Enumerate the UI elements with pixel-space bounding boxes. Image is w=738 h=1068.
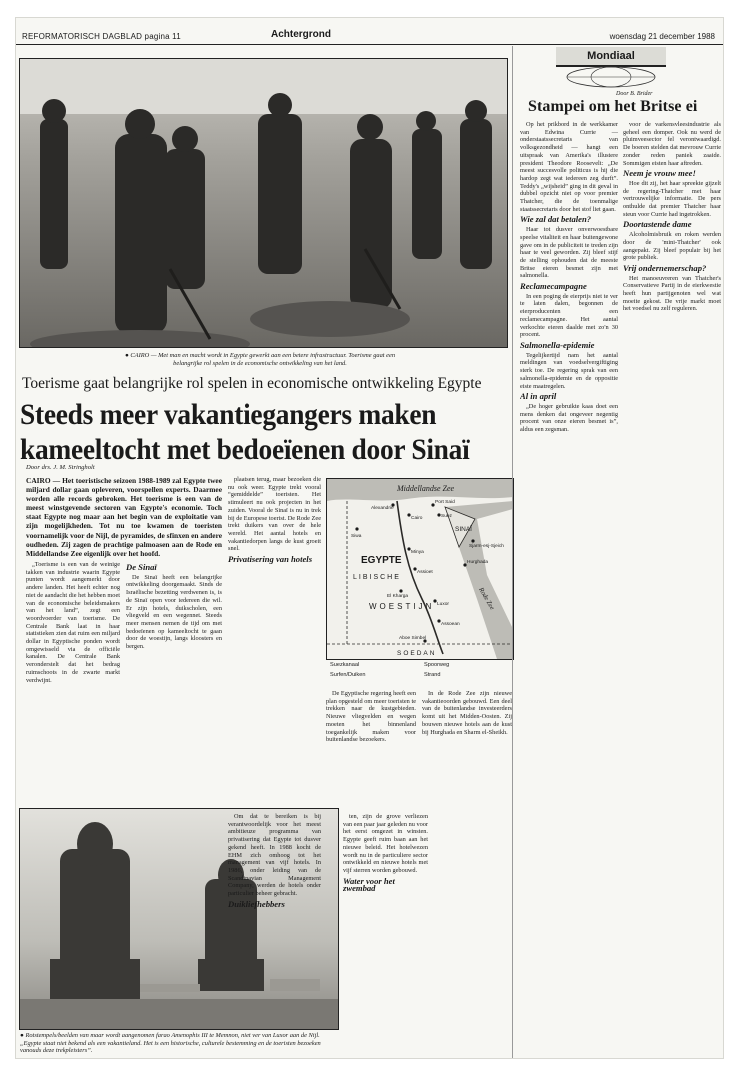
photo2-caption: ● Rotstempels/beelden van maar wordt aangenomen farao Amenophis III te Memnon, niet ver van Luxor aan de Nijl. „Egypte staat niet bekend als een vakantieland. Het is een historische, culturele bestemming en de toeristen bezoeken vanouds deze trekpleisters”.: [20, 1032, 321, 1055]
map-city-label: Hurghada: [467, 560, 489, 565]
map-legend-diving: Surfen/Duiken: [330, 672, 366, 678]
map-city-label: Aboe Simbel: [399, 636, 427, 641]
sidebar-heading-3: Salmonella-epidemie: [520, 339, 595, 350]
sidebar-heading-5: Neem je vrouw mee!: [623, 168, 696, 179]
sidebar-byline: Door B. Brider: [616, 91, 653, 97]
map-city-label: Cairo: [411, 516, 423, 521]
sidebar-column-1d-text: Tegelijkertijd nam het aantal meldingen van voedselvergiftiging sterk toe. De regering sprak van een salmonella-epidemie en de oppositie eiste maatregelen.: [520, 351, 618, 390]
map-city-label: Siwa: [351, 534, 362, 539]
sidebar-heading-6: Doortastende dame: [623, 219, 692, 230]
masthead-section: Achtergrond: [271, 29, 331, 40]
map-legend-beach: Strand: [424, 672, 441, 678]
map-city-label: Port Said: [435, 500, 455, 505]
sidebar-column-1: [520, 121, 618, 1047]
column-3b-text: De Egyptische regering heeft een plan opgesteld om meer toeristen te trekken naar de kustgebieden. Nieuwe vliegvelden en wegen moeten het binnenland toegankelijk maken voor buitenlandse bezoekers.: [326, 690, 416, 744]
sidebar-column-2: [623, 121, 721, 1047]
map-red-sea-label: Rode Zee: [477, 586, 496, 612]
article-column-4: [343, 813, 428, 1053]
sidebar-heading-7: Vrij ondernemerschap?: [623, 262, 707, 273]
article-kicker: Toerisme gaat belangrijke rol spelen in economische ontwikkeling Egypte: [22, 375, 482, 392]
photo1-caption: ● CAIRO — Met man en macht wordt in Egypte gewerkt aan een betere infrastructuur. Toerisme gaat een belangrijke rol spelen in de economische ontwikkeling van het land.: [124, 352, 396, 367]
egypt-map-graphic: [327, 479, 513, 659]
sidebar-column-1-text: Op het prikbord in de werkkamer van Edwina Currie — onderstaatssecretaris van volksgezondheid — hangt een uitspraak van Amerika's illustere president Theodore Roosevelt: „De meest succesvolle politicus is hij die hardop zegt wat iedereen zeg durft”. Teddy's „wijsheid” ging in dit geval in dubbel opzicht niet op voor premier Thatcher, die de toenmalige staatssecretaris door het stof liet gaan.: [520, 121, 618, 213]
sidebar-column-2d-text: Het manoeuvreren van Thatcher's Conservatieve Partij in de eierkwestie heeft hun partijgenoten wel wat moeite gekost. De vrije markt moet het voedsel nu zelf reguleren.: [623, 274, 721, 313]
column-4-heading: Duikliefhebbers: [228, 898, 285, 909]
sidebar-column-2-text: voor de varkensvleesindustrie als geheel een domper. Ook nu werd de pluimveesector fel verontwaardigd. De boeren stelden dat mevrouw Currie zonder reden paniek zaaide. Sommigen eisten haar aftreden.: [623, 121, 721, 167]
headline-line-1: Steeds meer vakantiegangers maken: [20, 399, 437, 431]
mondiaal-section-label: Mondiaal: [556, 47, 666, 67]
map-city-label: Suez: [441, 514, 452, 519]
column-3-heading: Privatisering van hotels: [228, 554, 313, 565]
sidebar-column-1e-text: „De hoger gebruikte kaas doet een mens denken dat ongeveer negentig procent van onze eieren besmet is”, aldus een zegsman.: [520, 402, 618, 434]
sidebar-column-1b-text: Haar tot dusver onverwoestbare speelse vitaliteit en haar buitengewone gave om in de publiciteit te treden zijn haar te veel geworden. Zij bleef stijf de stelling ophouden dat de meeste Britse eieren besmet zijn met salmonella.: [520, 226, 618, 280]
map-city-label: Assoean: [441, 622, 460, 627]
map-sea-label: Middellandse Zee: [397, 484, 455, 493]
article-headline: [20, 398, 476, 468]
masthead: [16, 18, 723, 45]
map-sudan-label: SOEDAN: [397, 650, 437, 657]
article-column-3: [228, 476, 321, 806]
map-city-label: Assioet: [417, 570, 433, 575]
masthead-date: woensdag 21 december 1988: [609, 32, 715, 41]
map-sinai-label: SINAÏ: [455, 526, 472, 533]
article-column-1: [26, 561, 120, 806]
sidebar-title: Stampei om het Britse ei: [528, 98, 698, 115]
map-legend-rail: Spoorweg: [424, 662, 450, 668]
column-2-text: De Sinaï heeft een belangrijke ontwikkeling doorgemaakt. Sinds de Israëlische bezetting verdwenen is, is de Sinaï open voor iedereen die wil. Er zijn hotels, duikscholen, een vliegveld en een wegennet. Steeds meer mensen nemen de tijd om met bedoeïenen op kameeltocht te gaan door de woestijn, langs kloosters en bergen.: [126, 573, 222, 651]
workers-photo: [19, 58, 508, 348]
column-4a-text: Om dat te bereiken is bij verantwoordelijk voor het meest ambitieuze programma van privatisering dat Egypte tot dusver gekend heeft. In 1988 kocht de EHM zich omhoog tot het management van vijf hotels. In 1986, onder leiding van de Scandinavian Management Company, werden de hotels onder particulier beheer gebracht.: [228, 813, 321, 898]
sidebar-column-1c-text: In een poging de eierprijs niet te ver te laten dalen, begonnen de eierproducenten een reclamecampagne. Het aantal verkochte eieren daalde met zo'n 30 procent.: [520, 292, 618, 339]
sidebar-column-2c-text: Alcoholmisbruik en roken werden door de 'mini-Thatcher' ook aangepakt. Zij bleef populair bij het grote publiek.: [623, 231, 721, 262]
column-1-text: „Toerisme is een van de weinige takken van industrie waarin Egypte punten wordt aangemerkt door andere landen. Het heeft echter nog niet de aandacht die het hebben moet van de economische beleidsmakers van het land”, zegt een woordvoerder van toerisme. De Centrale Bank laat in haar statistieken zien dat ruim een miljard dollar in Egyptische ponden wordt omgewisseld via de officiële kanalen. De Centrale Bank veronderstelt dat het bedrag ruimschoots in de zwarte markt verdwijnt.: [26, 561, 120, 684]
map-city-label: Alexandrië: [371, 506, 394, 511]
map-desert-label-1: LIBISCHE: [353, 574, 401, 581]
column-2-heading: De Sinaï: [126, 562, 157, 572]
article-column-3b: [326, 690, 416, 808]
masthead-paper-name: REFORMATORISCH DAGBLAD pagina 11: [22, 32, 181, 41]
sidebar-heading-1: Wie zal dat betalen?: [520, 214, 592, 225]
map-legend-canal: Suezkanaal: [330, 662, 360, 668]
sidebar-heading-4: Al in april: [520, 391, 557, 402]
article-byline: Door drs. J. M. Stringholt: [26, 464, 95, 471]
sidebar-column-2b-text: Hoe dit zij, het haar spreekte gijzelt de regering-Thatcher met haar vertrouwelijke informatie. De pers onthulde dat premier Thatcher haar steun voor Currie had ingetrokken.: [623, 179, 721, 218]
workers-photo-image: [20, 59, 507, 347]
article-column-3c: [422, 690, 512, 808]
map-city-label: Luxor: [437, 602, 449, 607]
map-city-label: Sjarm-esj-Sjeich: [469, 544, 504, 549]
headline-line-2: kameeltocht met bedoeïenen door Sinaï: [20, 434, 470, 466]
map-country-label: EGYPTE: [361, 555, 402, 566]
article-column-4a: [228, 813, 321, 1053]
egypt-map: [326, 478, 514, 660]
article-intro: CAIRO — Het toeristische seizoen 1988-1989 zal Egypte twee miljard dollar gaan opleveren, voorspellen experts. Daarmee worden alle records gebroken. Het toerisme is een van de meest winstgevende sectoren van Egypte's economie. Toch staat Egypte nog maar aan het begin van de exploitatie van zijn mogelijkheden. Tot nu toe kwamen de toeristen voornamelijk voor de Nijl, de pyramides, de sfinxen en andere oudheden. Zij zagen de prachtige palmoasen aan de Rode en Middellandse Zee eigenlijk over het hoofd.: [26, 476, 222, 558]
sidebar-heading-2: Reclamecampagne: [520, 281, 587, 292]
column-3-text: plaatsen terug, maar bezoeken die nu ook weer. Egypte trekt vooral “gemiddelde” toeristen. Het stimuleert nu ook projecten in het zuiden. Vooral de Sinaï is nu in trek bij de Europese toerist. De Rode Zee trekt duikers van over de hele wereld. Het aantal hotels en vakantiedorpen langs de kust groeit snel.: [228, 476, 321, 553]
map-city-label: Minya: [411, 550, 424, 555]
article-column-2: [126, 561, 222, 806]
map-desert-label-2: WOESTIJN: [369, 602, 435, 611]
column-5-heading: Water voor het zwembad: [343, 875, 395, 894]
globe-icon: [564, 66, 659, 88]
map-legend: [326, 660, 512, 686]
column-3c-text: In de Rode Zee zijn nieuwe vakantieoorden gebouwd. Een deel van de buitenlandse investeerders komt uit het Midden-Oosten. Zij bouwen nieuwe hotels aan de kust bij Hurghada en Sharm el-Sheikh.: [422, 690, 512, 736]
map-city-label: El Kharga: [387, 594, 409, 599]
column-5-text: ten, zijn de grove verliezen van een paar jaar geleden nu voor het eerst omgezet in winsten. Egypte geeft ruim baan aan het nieuwe beleid. Het hotelwezen wordt nu in de particuliere sector ontwikkeld en nieuwe hotels met vijf sterren worden gebouwd.: [343, 813, 428, 874]
newspaper-page: [16, 18, 723, 1058]
